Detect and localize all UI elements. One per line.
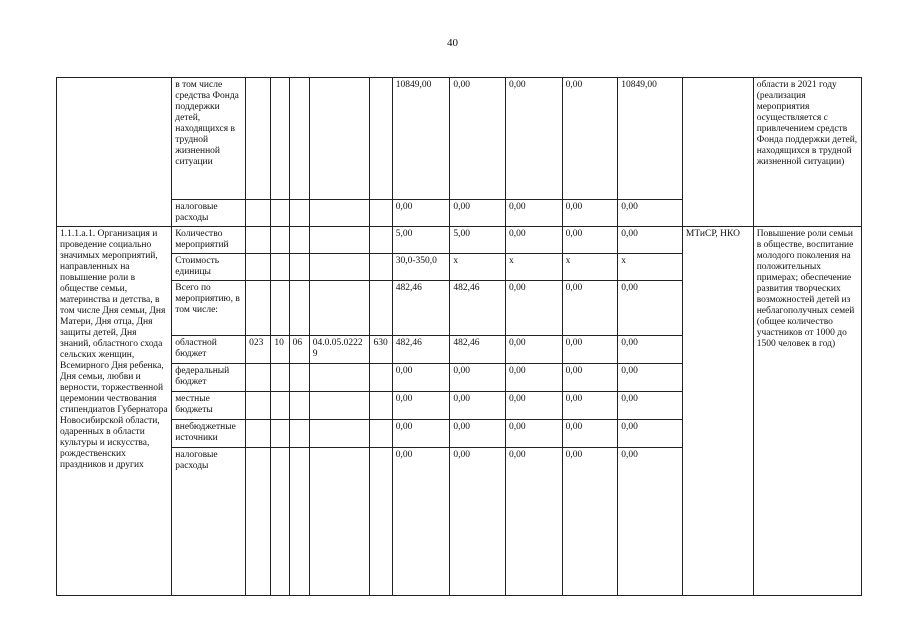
pr-cell xyxy=(289,281,309,336)
csr-cell xyxy=(309,254,370,281)
vr-cell xyxy=(370,392,392,420)
pr-cell xyxy=(289,392,309,420)
value-cell: 10849,00 xyxy=(392,78,450,200)
value-cell: 0,00 xyxy=(505,364,562,392)
value-cell: 0,00 xyxy=(450,448,506,596)
value-cell: 482,46 xyxy=(392,281,450,336)
value-cell: 0,00 xyxy=(450,392,506,420)
value-cell: 0,00 xyxy=(562,448,618,596)
value-cell: 0,00 xyxy=(562,392,618,420)
value-cell: 482,46 xyxy=(450,281,506,336)
executor-cell: МТиСР, НКО xyxy=(682,227,753,596)
grbs-cell xyxy=(246,200,271,227)
value-cell: 0,00 xyxy=(562,78,618,200)
value-cell: 0,00 xyxy=(618,200,683,227)
indicator-cell: в том числе средства Фонда поддержки детей, находящихся в трудной жизненной ситуации xyxy=(172,78,246,200)
rz-cell xyxy=(271,281,289,336)
value-cell: 0,00 xyxy=(618,420,683,448)
rz-cell xyxy=(271,448,289,596)
activity-cell-empty xyxy=(57,78,172,227)
csr-cell xyxy=(309,420,370,448)
rz-cell xyxy=(271,78,289,200)
value-cell: 0,00 xyxy=(505,420,562,448)
value-cell: 0,00 xyxy=(618,448,683,596)
value-cell: 0,00 xyxy=(450,200,506,227)
value-cell: 0,00 xyxy=(562,336,618,364)
value-cell: 30,0-350,0 xyxy=(392,254,450,281)
rz-cell xyxy=(271,420,289,448)
csr-cell xyxy=(309,364,370,392)
indicator-cell: Стоимость единицы xyxy=(172,254,246,281)
value-cell: 0,00 xyxy=(618,392,683,420)
grbs-cell xyxy=(246,281,271,336)
csr-cell: 04.0.05.02229 xyxy=(309,336,370,364)
grbs-cell xyxy=(246,420,271,448)
page-number: 40 xyxy=(447,37,458,49)
value-cell: 482,46 xyxy=(450,336,506,364)
value-cell: 0,00 xyxy=(562,364,618,392)
value-cell: 0,00 xyxy=(392,420,450,448)
grbs-cell xyxy=(246,392,271,420)
value-cell: 0,00 xyxy=(505,200,562,227)
vr-cell xyxy=(370,364,392,392)
vr-cell xyxy=(370,200,392,227)
value-cell: 0,00 xyxy=(562,420,618,448)
grbs-cell xyxy=(246,448,271,596)
pr-cell xyxy=(289,227,309,254)
csr-cell xyxy=(309,200,370,227)
grbs-cell: 023 xyxy=(246,336,271,364)
value-cell: х xyxy=(562,254,618,281)
indicator-cell: федеральный бюджет xyxy=(172,364,246,392)
indicator-cell: Количество мероприятий xyxy=(172,227,246,254)
pr-cell xyxy=(289,254,309,281)
expected-result-cell: области в 2021 году (реализация мероприятия осуществляется с привлечением средств Фонда поддержки детей, находящихся в трудной жизненной ситуации) xyxy=(753,78,861,227)
value-cell: 0,00 xyxy=(450,364,506,392)
value-cell: 482,46 xyxy=(392,336,450,364)
grbs-cell xyxy=(246,364,271,392)
value-cell: 0,00 xyxy=(562,281,618,336)
indicator-cell: внебюджетные источники xyxy=(172,420,246,448)
value-cell: 0,00 xyxy=(392,392,450,420)
indicator-cell: налоговые расходы xyxy=(172,448,246,596)
vr-cell xyxy=(370,420,392,448)
value-cell: 0,00 xyxy=(505,281,562,336)
vr-cell xyxy=(370,78,392,200)
table-row xyxy=(57,227,862,254)
value-cell: 0,00 xyxy=(505,336,562,364)
activity-name-cell: 1.1.1.а.1. Организация и проведение социально значимых мероприятий, направленных на повышение роли в обществе семьи, материнства и детства, в том числе Дня семьи, Дня Матери, Дня отца, Дня защиты детей, Дня знаний, областного схода сельских женщин, Всемирного Дня ребенка, Дня семьи, любви и верности, торжественной церемонии чествования стипендиатов Губернатора Новосибирской области, одаренных в области культуры и искусства, рождественских праздников и других xyxy=(57,227,172,596)
csr-cell xyxy=(309,227,370,254)
value-cell: 0,00 xyxy=(505,392,562,420)
csr-cell xyxy=(309,281,370,336)
rz-cell xyxy=(271,392,289,420)
value-cell: 0,00 xyxy=(450,78,506,200)
value-cell: 5,00 xyxy=(450,227,506,254)
pr-cell xyxy=(289,420,309,448)
pr-cell: 06 xyxy=(289,336,309,364)
vr-cell xyxy=(370,227,392,254)
vr-cell xyxy=(370,281,392,336)
pr-cell xyxy=(289,448,309,596)
value-cell: 0,00 xyxy=(618,364,683,392)
value-cell: 5,00 xyxy=(392,227,450,254)
rz-cell xyxy=(271,200,289,227)
grbs-cell xyxy=(246,227,271,254)
value-cell: х xyxy=(618,254,683,281)
value-cell: 0,00 xyxy=(450,420,506,448)
rz-cell xyxy=(271,254,289,281)
value-cell: 0,00 xyxy=(618,336,683,364)
value-cell: 0,00 xyxy=(562,227,618,254)
value-cell: 0,00 xyxy=(392,364,450,392)
value-cell: 10849,00 xyxy=(618,78,683,200)
rz-cell: 10 xyxy=(271,336,289,364)
csr-cell xyxy=(309,448,370,596)
vr-cell: 630 xyxy=(370,336,392,364)
grbs-cell xyxy=(246,254,271,281)
value-cell: 0,00 xyxy=(505,78,562,200)
indicator-cell: областной бюджет xyxy=(172,336,246,364)
rz-cell xyxy=(271,364,289,392)
pr-cell xyxy=(289,200,309,227)
expected-result-cell: Повышение роли семьи в обществе, воспитание молодого поколения на положительных примерах; обеспечение развития творческих возможностей детей из неблагополучных семей (общее количество участников от 1000 до 1500 человек в год) xyxy=(753,227,861,596)
rz-cell xyxy=(271,227,289,254)
value-cell: 0,00 xyxy=(505,227,562,254)
value-cell: х xyxy=(505,254,562,281)
table-row xyxy=(57,78,862,200)
value-cell: х xyxy=(450,254,506,281)
indicator-cell: налоговые расходы xyxy=(172,200,246,227)
vr-cell xyxy=(370,448,392,596)
indicator-cell: Всего по мероприятию, в том числе: xyxy=(172,281,246,336)
executor-cell xyxy=(682,78,753,227)
grbs-cell xyxy=(246,78,271,200)
value-cell: 0,00 xyxy=(392,200,450,227)
pr-cell xyxy=(289,364,309,392)
value-cell: 0,00 xyxy=(562,200,618,227)
value-cell: 0,00 xyxy=(392,448,450,596)
value-cell: 0,00 xyxy=(618,227,683,254)
program-activities-table xyxy=(56,77,862,596)
vr-cell xyxy=(370,254,392,281)
csr-cell xyxy=(309,392,370,420)
pr-cell xyxy=(289,78,309,200)
value-cell: 0,00 xyxy=(618,281,683,336)
indicator-cell: местные бюджеты xyxy=(172,392,246,420)
csr-cell xyxy=(309,78,370,200)
value-cell: 0,00 xyxy=(505,448,562,596)
